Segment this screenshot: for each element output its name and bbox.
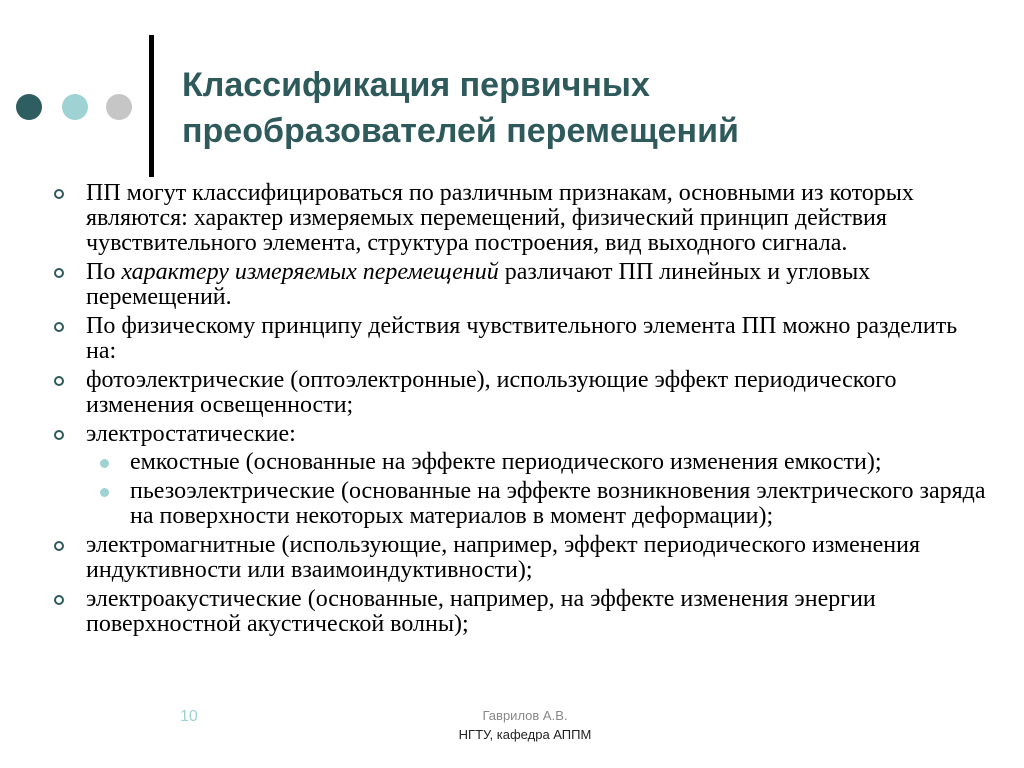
bullet-text-suffix: различают ПП линейных и угловых перемещений.: [86, 259, 871, 310]
subbullet-text: емкостные (основанные на эффекте периодического изменения емкости);: [130, 449, 882, 475]
bullet-text: электромагнитные (использующие, например, эффект периодического изменения индуктивности или взаимоиндуктивности);: [86, 532, 921, 583]
dark-teal-dot: [16, 94, 42, 120]
slide-title: [182, 62, 982, 154]
bullet-text: электростатические:: [86, 421, 296, 447]
footer-author: Гаврилов А.В.: [482, 708, 568, 723]
bullet-electromagnetic: [48, 533, 988, 583]
bullet-list: [48, 181, 988, 641]
bullet-text: электроакустические (основанные, например, на эффекте изменения энергии поверхностной акустической волны);: [86, 586, 876, 637]
slide-title-line2: преобразователей перемещений: [182, 112, 739, 150]
footer-institution: НГТУ, кафедра АППМ: [458, 727, 592, 742]
slide-title-line1: Классификация первичных: [182, 66, 650, 104]
ring-bullet-icon: [54, 430, 64, 440]
bullet-text-prefix: По: [86, 259, 122, 285]
ring-bullet-icon: [54, 322, 64, 332]
bullet-electroacoustic: [48, 587, 988, 637]
electrostatic-sublist: [86, 450, 988, 529]
bullet-physical-principle: [48, 314, 988, 364]
ring-bullet-icon: [54, 376, 64, 386]
title-divider-bar: [149, 35, 154, 177]
bullet-classification-criteria: [48, 181, 988, 256]
bullet-text: По физическому принципу действия чувствительного элемента ПП можно разделить на:: [86, 313, 958, 364]
footer-credit: [420, 706, 630, 744]
bullet-electrostatic: [48, 422, 988, 529]
subbullet-capacitive: [86, 450, 988, 475]
dot-bullet-icon: [100, 459, 109, 468]
subbullet-piezoelectric: [86, 479, 988, 529]
ring-bullet-icon: [54, 189, 64, 199]
bullet-text: ПП могут классифицироваться по различным признакам, основными из которых являются: характер измеряемых перемещений, физический принцип действия чувствительного элемента, структура построения, вид выходного сигнала.: [86, 180, 914, 256]
gray-dot: [106, 94, 132, 120]
page-number: 10: [180, 708, 198, 725]
subbullet-text: пьезоэлектрические (основанные на эффекте возникновения электрического заряда на поверхности некоторых материалов в момент деформации);: [130, 478, 986, 529]
bullet-motion-type: [48, 260, 988, 310]
ring-bullet-icon: [54, 595, 64, 605]
bullet-emphasis: характеру измеряемых перемещений: [121, 259, 499, 285]
bullet-photoelectric: [48, 368, 988, 418]
ring-bullet-icon: [54, 268, 64, 278]
ring-bullet-icon: [54, 541, 64, 551]
dot-bullet-icon: [100, 488, 109, 497]
light-teal-dot: [62, 94, 88, 120]
bullet-text: фотоэлектрические (оптоэлектронные), использующие эффект периодического изменения освещенности;: [86, 367, 897, 418]
